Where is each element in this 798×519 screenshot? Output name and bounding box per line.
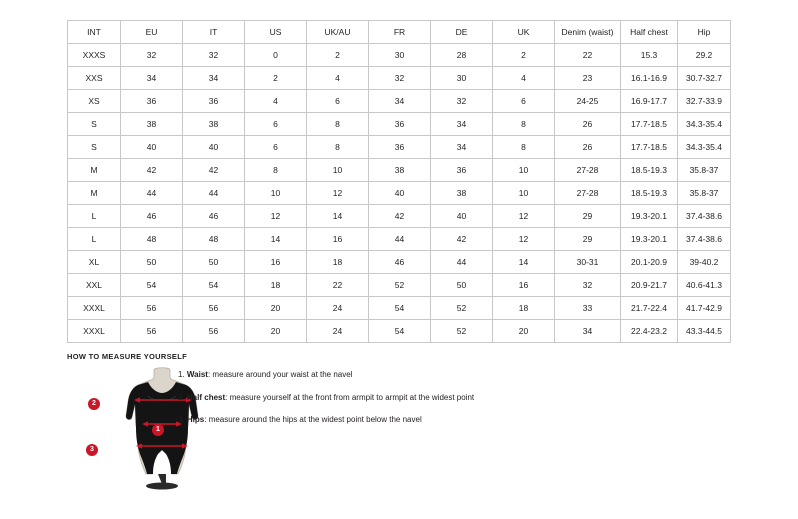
cell: 32 — [121, 44, 183, 67]
cell: 20.1-20.9 — [621, 251, 678, 274]
note-term: Half chest — [186, 392, 226, 402]
cell: 12 — [245, 205, 307, 228]
cell: 42 — [183, 159, 245, 182]
cell: XXXL — [68, 320, 121, 343]
cell: 44 — [121, 182, 183, 205]
cell: 2 — [245, 67, 307, 90]
column-header: DE — [431, 21, 493, 44]
cell: M — [68, 159, 121, 182]
cell: 2 — [493, 44, 555, 67]
cell: 36 — [431, 159, 493, 182]
cell: 26 — [555, 136, 621, 159]
cell: 46 — [183, 205, 245, 228]
note-text: : measure around the hips at the widest point below the navel — [204, 415, 422, 425]
cell: 18.5-19.3 — [621, 159, 678, 182]
column-header: FR — [369, 21, 431, 44]
column-header: Hip — [678, 21, 731, 44]
table-header-row — [68, 21, 731, 44]
cell: 34.3-35.4 — [678, 113, 731, 136]
cell: 50 — [121, 251, 183, 274]
cell: 54 — [369, 297, 431, 320]
cell: 2 — [307, 44, 369, 67]
cell: 35.8-37 — [678, 159, 731, 182]
table-row — [68, 90, 731, 113]
cell: 39-40.2 — [678, 251, 731, 274]
size-chart-container — [67, 20, 730, 343]
cell: 48 — [183, 228, 245, 251]
cell: 40 — [431, 205, 493, 228]
cell: 52 — [431, 297, 493, 320]
cell: 29 — [555, 205, 621, 228]
cell: 4 — [245, 90, 307, 113]
cell: 37.4-38.6 — [678, 228, 731, 251]
table-row — [68, 113, 731, 136]
cell: 34 — [183, 67, 245, 90]
cell: 8 — [245, 159, 307, 182]
cell: 38 — [431, 182, 493, 205]
cell: XXXL — [68, 297, 121, 320]
cell: 40 — [121, 136, 183, 159]
cell: 10 — [307, 159, 369, 182]
cell: 28 — [431, 44, 493, 67]
cell: 34 — [431, 113, 493, 136]
cell: 34 — [431, 136, 493, 159]
cell: 6 — [307, 90, 369, 113]
cell: 36 — [369, 113, 431, 136]
measure-note-half-chest — [178, 393, 578, 403]
cell: 22.4-23.2 — [621, 320, 678, 343]
table-row — [68, 44, 731, 67]
cell: 26 — [555, 113, 621, 136]
cell: 6 — [245, 136, 307, 159]
cell: 23 — [555, 67, 621, 90]
note-text: : measure yourself at the front from armpit to armpit at the widest point — [225, 392, 475, 402]
cell: 6 — [493, 90, 555, 113]
cell: 18 — [493, 297, 555, 320]
cell: 27-28 — [555, 159, 621, 182]
cell: XXS — [68, 67, 121, 90]
cell: L — [68, 205, 121, 228]
cell: 14 — [493, 251, 555, 274]
cell: 40 — [369, 182, 431, 205]
cell: L — [68, 228, 121, 251]
table-row — [68, 320, 731, 343]
cell: 36 — [121, 90, 183, 113]
cell: 4 — [307, 67, 369, 90]
cell: 56 — [183, 320, 245, 343]
cell: 43.3-44.5 — [678, 320, 731, 343]
cell: XXXS — [68, 44, 121, 67]
cell: 29.2 — [678, 44, 731, 67]
cell: 4 — [493, 67, 555, 90]
cell: 32 — [183, 44, 245, 67]
cell: 29 — [555, 228, 621, 251]
column-header: Denim (waist) — [555, 21, 621, 44]
cell: S — [68, 113, 121, 136]
table-row — [68, 67, 731, 90]
how-to-measure-heading: HOW TO MEASURE YOURSELF — [67, 352, 187, 361]
cell: 20 — [493, 320, 555, 343]
note-term: Waist — [186, 370, 208, 379]
cell: 35.8-37 — [678, 182, 731, 205]
cell: 52 — [369, 274, 431, 297]
cell: 50 — [183, 251, 245, 274]
cell: 12 — [493, 205, 555, 228]
cell: 21.7-22.4 — [621, 297, 678, 320]
marker-waist: 1 — [152, 424, 164, 436]
cell: 38 — [369, 159, 431, 182]
column-header: UK/AU — [307, 21, 369, 44]
size-chart-table — [67, 20, 731, 343]
cell: 46 — [121, 205, 183, 228]
cell: 8 — [493, 136, 555, 159]
cell: 54 — [369, 320, 431, 343]
cell: 37.4-38.6 — [678, 205, 731, 228]
cell: 19.3-20.1 — [621, 228, 678, 251]
column-header: UK — [493, 21, 555, 44]
cell: 36 — [369, 136, 431, 159]
cell: 48 — [121, 228, 183, 251]
cell: 52 — [431, 320, 493, 343]
cell: 38 — [121, 113, 183, 136]
note-number: 2. — [178, 392, 185, 402]
cell: 42 — [369, 205, 431, 228]
cell: 0 — [245, 44, 307, 67]
cell: 34 — [121, 67, 183, 90]
cell: 27-28 — [555, 182, 621, 205]
note-term: Hips — [186, 415, 205, 425]
cell: 22 — [307, 274, 369, 297]
cell: 41.7-42.9 — [678, 297, 731, 320]
table-row — [68, 251, 731, 274]
cell: 30 — [431, 67, 493, 90]
cell: 14 — [245, 228, 307, 251]
cell: 10 — [245, 182, 307, 205]
cell: 18 — [307, 251, 369, 274]
cell: XS — [68, 90, 121, 113]
cell: 44 — [183, 182, 245, 205]
cell: 10 — [493, 159, 555, 182]
cell: 16.1-16.9 — [621, 67, 678, 90]
cell: 54 — [121, 274, 183, 297]
note-text: : measure around your waist at the navel — [207, 370, 353, 379]
cell: 16 — [493, 274, 555, 297]
cell: 14 — [307, 205, 369, 228]
cell: 44 — [369, 228, 431, 251]
measure-note-waist — [178, 370, 578, 380]
cell: 34.3-35.4 — [678, 136, 731, 159]
table-row — [68, 297, 731, 320]
cell: 32 — [431, 90, 493, 113]
table-row — [68, 159, 731, 182]
cell: M — [68, 182, 121, 205]
cell: 32.7-33.9 — [678, 90, 731, 113]
cell: 54 — [183, 274, 245, 297]
measure-instructions — [178, 370, 578, 438]
table-row — [68, 136, 731, 159]
cell: 30-31 — [555, 251, 621, 274]
cell: 6 — [245, 113, 307, 136]
cell: 20.9-21.7 — [621, 274, 678, 297]
cell: 10 — [493, 182, 555, 205]
cell: 24-25 — [555, 90, 621, 113]
cell: 40 — [183, 136, 245, 159]
cell: 8 — [493, 113, 555, 136]
column-header: IT — [183, 21, 245, 44]
cell: 12 — [307, 182, 369, 205]
cell: 46 — [369, 251, 431, 274]
cell: 56 — [183, 297, 245, 320]
cell: 18.5-19.3 — [621, 182, 678, 205]
cell: S — [68, 136, 121, 159]
cell: 40.6-41.3 — [678, 274, 731, 297]
cell: 12 — [493, 228, 555, 251]
cell: 19.3-20.1 — [621, 205, 678, 228]
cell: 16 — [245, 251, 307, 274]
cell: 16 — [307, 228, 369, 251]
cell: 16.9-17.7 — [621, 90, 678, 113]
cell: 36 — [183, 90, 245, 113]
cell: 8 — [307, 136, 369, 159]
cell: 56 — [121, 320, 183, 343]
cell: 42 — [431, 228, 493, 251]
cell: 20 — [245, 297, 307, 320]
cell: 32 — [369, 67, 431, 90]
cell: 22 — [555, 44, 621, 67]
table-row — [68, 228, 731, 251]
marker-half-chest: 2 — [88, 398, 100, 410]
cell: 8 — [307, 113, 369, 136]
cell: 34 — [555, 320, 621, 343]
cell: 44 — [431, 251, 493, 274]
measure-note-hips — [178, 415, 578, 425]
table-row — [68, 182, 731, 205]
cell: 17.7-18.5 — [621, 113, 678, 136]
cell: 24 — [307, 297, 369, 320]
cell: 50 — [431, 274, 493, 297]
cell: 33 — [555, 297, 621, 320]
cell: 56 — [121, 297, 183, 320]
column-header: INT — [68, 21, 121, 44]
table-row — [68, 274, 731, 297]
cell: 30.7-32.7 — [678, 67, 731, 90]
cell: 34 — [369, 90, 431, 113]
table-row — [68, 205, 731, 228]
cell: 20 — [245, 320, 307, 343]
column-header: US — [245, 21, 307, 44]
column-header: EU — [121, 21, 183, 44]
column-header: Half chest — [621, 21, 678, 44]
cell: 24 — [307, 320, 369, 343]
cell: 38 — [183, 113, 245, 136]
cell: 17.7-18.5 — [621, 136, 678, 159]
marker-hips: 3 — [86, 444, 98, 456]
cell: 32 — [555, 274, 621, 297]
cell: XL — [68, 251, 121, 274]
note-number: 1. — [178, 370, 185, 379]
cell: 18 — [245, 274, 307, 297]
cell: XXL — [68, 274, 121, 297]
note-number: 3. — [178, 415, 185, 425]
cell: 42 — [121, 159, 183, 182]
cell: 15.3 — [621, 44, 678, 67]
cell: 30 — [369, 44, 431, 67]
